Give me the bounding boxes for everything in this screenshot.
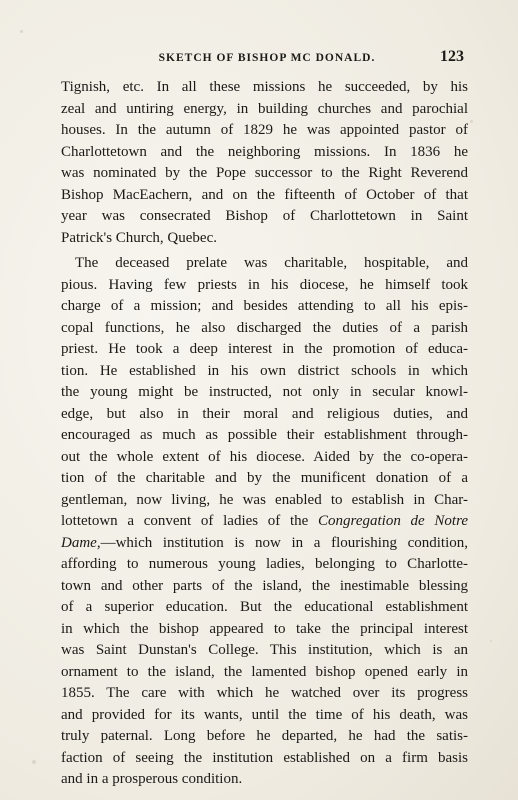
- paper-speckle: [490, 640, 492, 642]
- text-line: year was consecrated Bishop of Charlottetown in Saint: [61, 208, 468, 224]
- text-line: gentleman, now living, he was enabled to establish in Char-: [61, 491, 468, 508]
- paper-speckle: [32, 760, 36, 764]
- text-line: Bishop MacEachern, and on the fifteenth of October of that: [61, 186, 468, 203]
- page-number: 123: [440, 48, 464, 65]
- text-line: 1855. The care with which he watched over its progress: [61, 685, 468, 701]
- page-header: [70, 48, 464, 70]
- text-line: Charlottetown and the neighboring missions. In 1836 he: [61, 143, 468, 160]
- text-line: tion of the charitable and by the munificent donation of a: [61, 470, 468, 486]
- text-line: out the whole extent of his diocese. Aided by the co-opera-: [61, 448, 468, 465]
- text-line: houses. In the autumn of 1829 he was appointed pastor of: [61, 122, 468, 138]
- text-line: and provided for its wants, until the time of his death, was: [61, 706, 468, 723]
- paragraph-2: [61, 253, 468, 791]
- text-line: of a superior education. But the educational establishment: [61, 599, 468, 615]
- text-line: zeal and untiring energy, in building churches and parochial: [61, 100, 468, 117]
- text-line: encouraged as much as possible their establishment through-: [61, 427, 468, 443]
- text-line: Dame,—which institution is now in a flourishing condition,: [61, 534, 468, 551]
- paragraph-1: [61, 77, 468, 249]
- text-line: was nominated by the Pope successor to the Right Reverend: [61, 165, 468, 181]
- text-line: Tignish, etc. In all these missions he succeeded, by his: [61, 79, 468, 95]
- text-line: was Saint Dunstan's College. This institution, which is an: [61, 642, 468, 658]
- text-line: town and other parts of the island, the inestimable blessing: [61, 577, 468, 594]
- text-line: Patrick's Church, Quebec.: [61, 229, 217, 246]
- body-text: [61, 77, 468, 791]
- text-line: pious. Having few priests in his diocese, he himself took: [61, 276, 468, 293]
- paper-speckle: [20, 30, 23, 33]
- text-line: truly paternal. Long before he departed, he had the satis-: [61, 728, 468, 744]
- text-line: priest. He took a deep interest in the promotion of educa-: [61, 341, 468, 357]
- text-line: ornament to the island, the lamented bishop opened early in: [61, 663, 468, 680]
- text-line: The deceased prelate was charitable, hospitable, and: [75, 255, 468, 271]
- text-line: charge of a mission; and besides attending to all his epis-: [61, 298, 468, 314]
- italic-phrase: Congregation de Notre: [318, 513, 469, 529]
- text-line: faction of seeing the institution established on a firm basis: [61, 749, 468, 766]
- text-line: edge, but also in their moral and religious duties, and: [61, 405, 468, 422]
- text-line: lottetown a convent of ladies of the Congregation de Notre: [61, 513, 469, 529]
- running-head: SKETCH OF BISHOP MC DONALD.: [158, 52, 376, 64]
- text-line: tion. He established in his own district schools in which: [61, 362, 468, 379]
- text-line: in which the bishop appeared to take the principal interest: [61, 620, 468, 637]
- text-line: copal functions, he also discharged the duties of a parish: [61, 319, 468, 336]
- text-line: and in a prosperous condition.: [61, 771, 243, 787]
- italic-phrase: Dame: [61, 534, 97, 551]
- text-line: the young might be instructed, not only in secular knowl-: [61, 384, 468, 400]
- paper-speckle: [470, 120, 473, 123]
- text-line: affording to numerous young ladies, belonging to Charlotte-: [61, 556, 468, 572]
